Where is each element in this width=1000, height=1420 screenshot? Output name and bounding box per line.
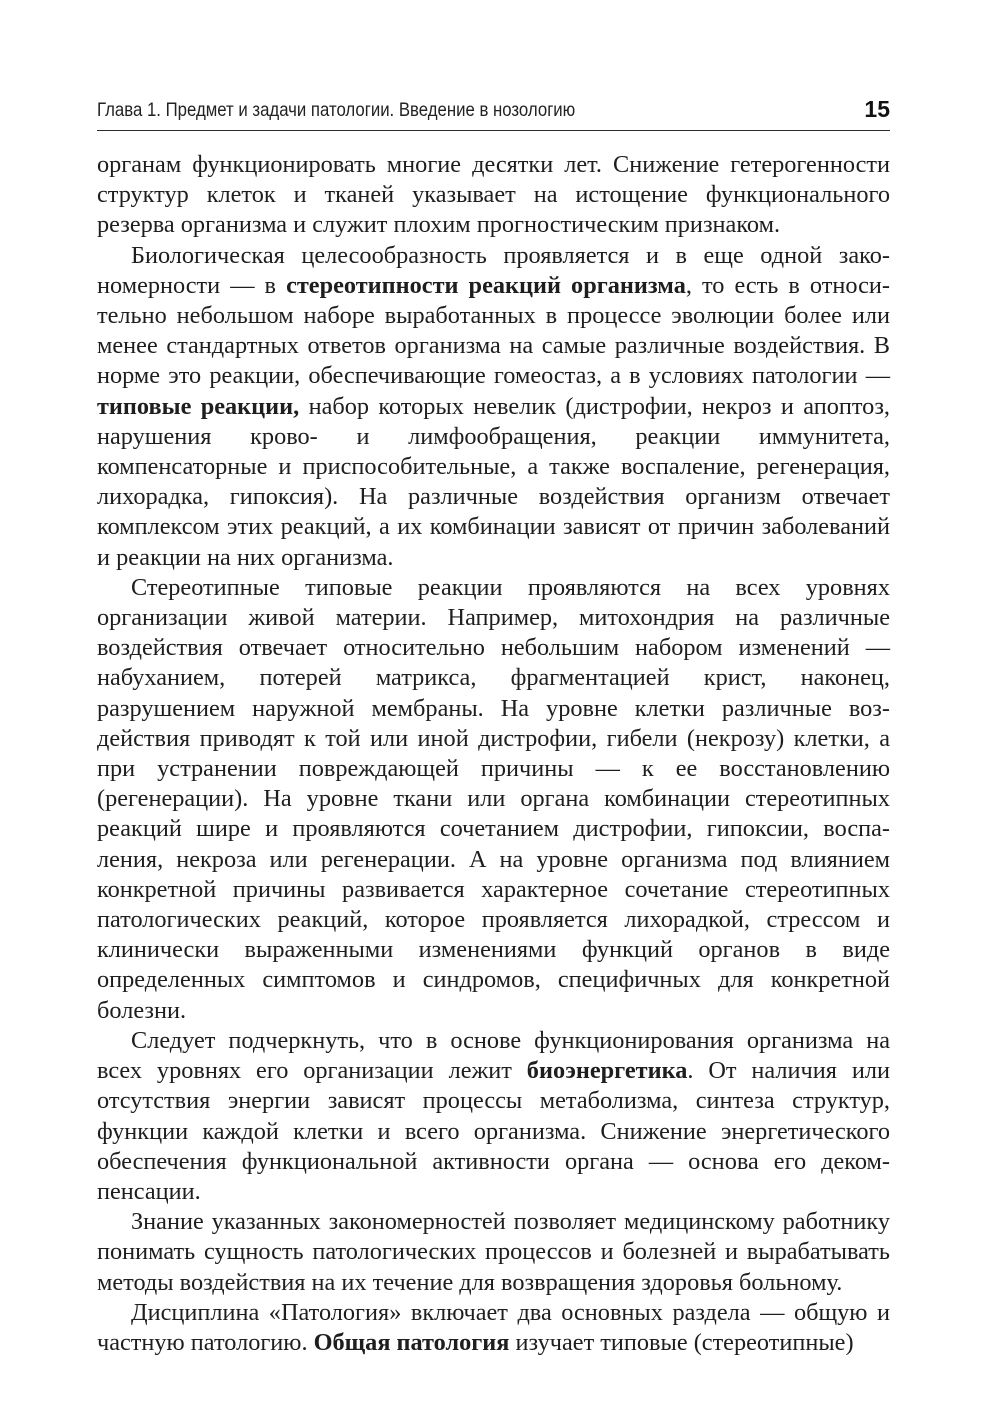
paragraph-3 — [97, 573, 890, 1026]
paragraph-text: изучает типовые (стереотипные) — [509, 1328, 854, 1356]
paragraph-text: органам функционировать многие десятки лет. Снижение гетерогенности структур клеток и тканей указывает на истощение функционального резерва организма и служит плохим прогностическим признаком. — [97, 151, 890, 239]
bold-term-typical-reactions: типовые реакции, — [97, 392, 300, 420]
chapter-running-title: Глава 1. Предмет и задачи патологии. Введение в нозологию — [97, 99, 576, 121]
bold-term-general-pathology: Общая патология — [313, 1328, 510, 1356]
running-header — [97, 96, 890, 131]
paragraph-1 — [97, 150, 890, 241]
paragraph-4 — [97, 1026, 890, 1207]
paragraph-text: Биологическая целесообразность проявляется и в еще одной закономерности — в — [97, 241, 890, 299]
bold-term-bioenergetics: биоэнергетика — [526, 1057, 688, 1085]
paragraph-text: набор которых невелик (дистрофии, некроз и апоптоз, нарушения крово- и лимфообращения, реакции иммунитета, компенсаторные и приспособительные, а также воспаление, регенерация, лихорадка, гипоксия). На различные воздействия организм отвечает комплексом этих реакций, а их комбинации зависят от причин заболеваний и реакции на них организма. — [97, 392, 890, 571]
paragraph-text: Знание указанных закономерностей позволяет медицинскому работнику понимать сущность патологических процессов и болезней и вырабатывать методы воздействия на их течение для возвращения здоровья больному. — [97, 1208, 890, 1296]
page-number: 15 — [864, 96, 890, 122]
paragraph-text: Следует подчеркнуть, что в основе функционирования организма на всех уровнях его организации лежит — [97, 1026, 890, 1085]
paragraph-text: . От наличия или отсутствия энергии зависят процессы метаболизма, синтеза структур, функции каждой клетки и всего организма. Снижение энергетического обеспечения функциональной активности органа — основа его декомпенсации. — [97, 1057, 890, 1205]
body-text — [97, 150, 890, 1358]
paragraph-text: Стереотипные типовые реакции проявляются на всех уровнях организации живой материи. Например, митохондрия на различные воздействия отвечает относительно небольшим набором изменений — набуханием, потерей матрикса, фрагментацией крист, наконец, разрушением наружной мембраны. На уровне клетки различные воздействия приводят к той или иной дистрофии, гибели (некрозу) клетки, а при устранении повреждающей причины — к ее восстановлению (регенерации). На уровне ткани или органа комбинации стереотипных реакций шире и проявляются сочетанием дистрофии, гипоксии, воспаления, некроза или регенерации. А на уровне организма под влиянием конкретной причины развивается характерное сочетание стереотипных патологических реакций, которое проявляется лихорадкой, стрессом и клинически выраженными изменениями функций органов в виде определенных симптомов и синдромов, специфичных для конкретной болезни. — [97, 573, 890, 1024]
paragraph-2 — [97, 241, 890, 573]
paragraph-6 — [97, 1298, 890, 1358]
bold-term-stereotypy: стереотипности реакций организма — [286, 271, 686, 299]
paragraph-text: , то есть в относительно небольшом наборе выработанных в процессе эволюции более или менее стандартных ответов организма на самые различные воздействия. В норме это реакции, обеспечивающие гомеостаз, а в условиях патологии — — [97, 271, 890, 390]
paragraph-text: Дисциплина «Патология» включает два основных раздела — общую и частную патологию. — [97, 1298, 890, 1356]
paragraph-5 — [97, 1207, 890, 1298]
